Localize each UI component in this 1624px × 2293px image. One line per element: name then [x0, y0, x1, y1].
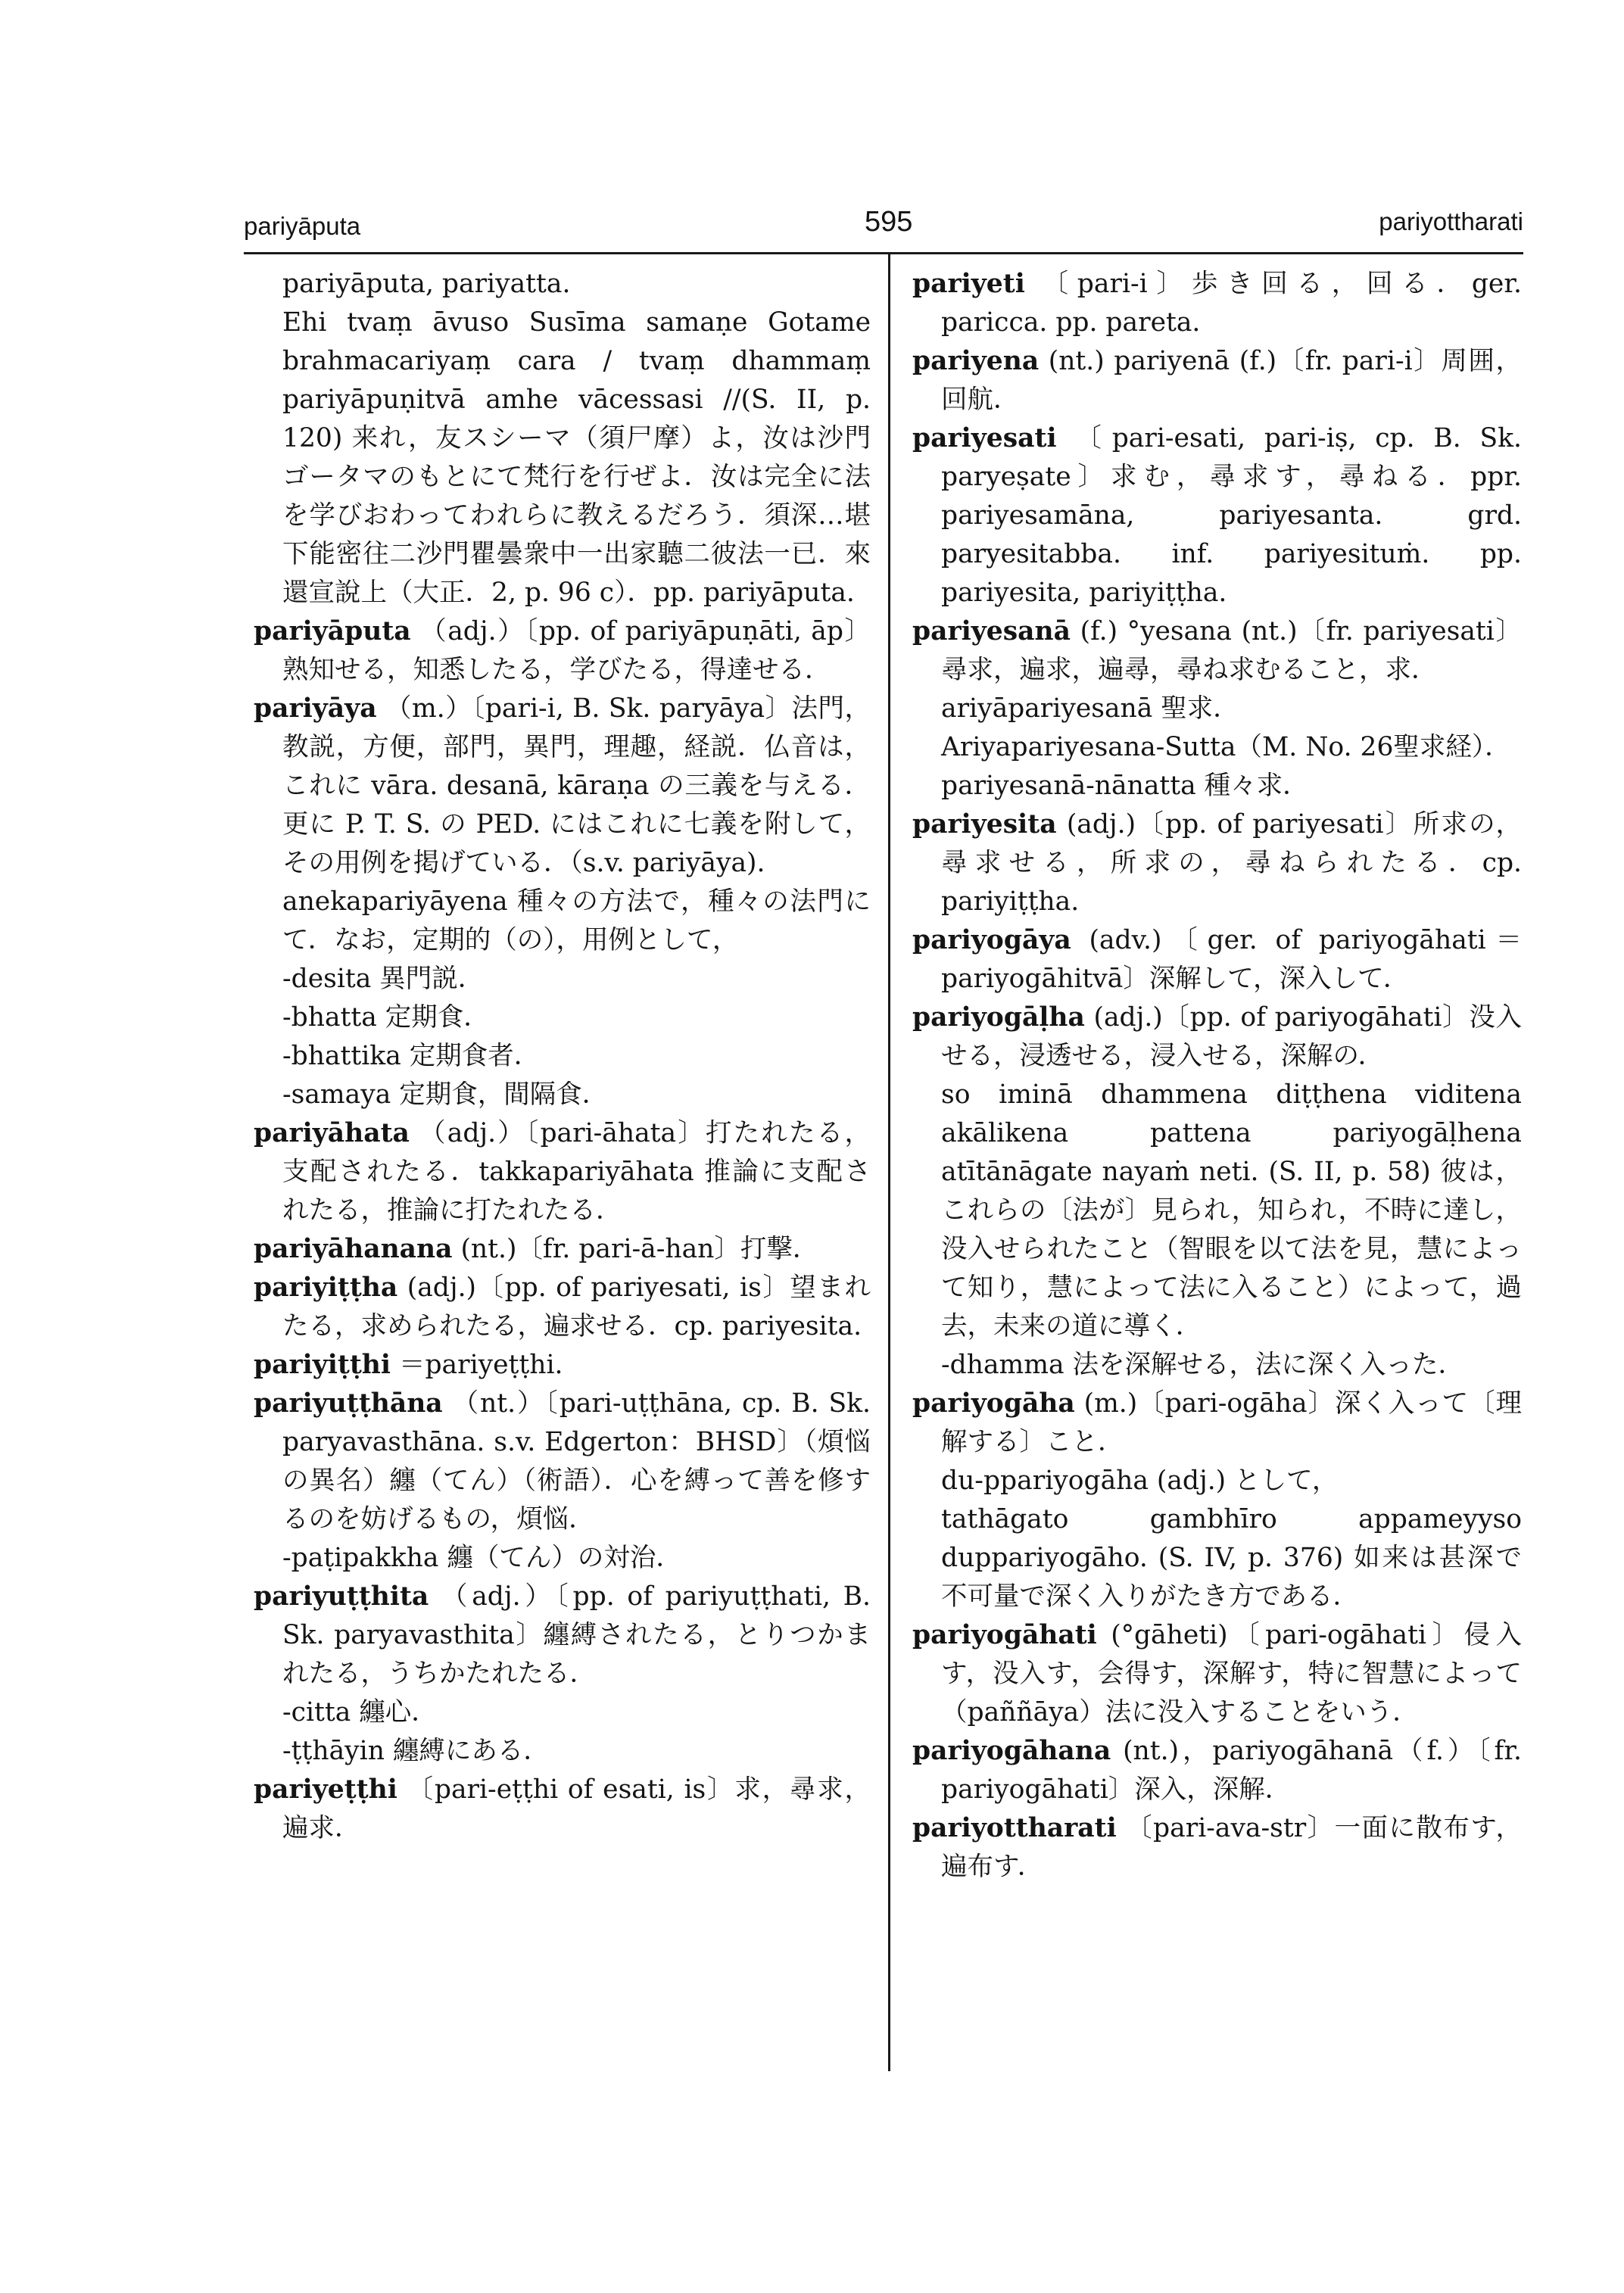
entry-headword: pariyogāya [912, 925, 1071, 955]
dictionary-entry [912, 612, 1522, 690]
dictionary-entry [254, 1346, 871, 1385]
dictionary-entry [254, 1269, 871, 1346]
entry-headword: pariyeti [912, 269, 1025, 299]
entry-headword: pariyiṭṭhi [254, 1350, 391, 1380]
dictionary-entry [254, 1230, 871, 1269]
dictionary-entry [254, 612, 871, 690]
entry-headword: pariyena [912, 346, 1040, 376]
entry-definition: (nt.)，pariyogāhanā（f.）〔fr. pariyogāhati〕深入，深解． [941, 1736, 1522, 1805]
entry-definition: (f.) °yesana (nt.)〔fr. pariyesati〕尋求，遍求，遍尋，尋ね求むること，求． [941, 616, 1522, 685]
entry-definition: （nt.）〔pari-uṭṭhāna, cp. B. Sk. paryavasthāna. s.v. Edgerton：BHSD〕（煩悩の異名）纏（てん）（術語）．心を縛って善を修するのを妨げるもの，煩悩． [282, 1388, 871, 1534]
dictionary-entry [912, 921, 1522, 999]
entry-definition: 〔pari-eṭṭhi of esati, is〕求，尋求，遍求． [282, 1774, 871, 1843]
entry-subline: -bhattika 定期食者． [282, 1041, 541, 1071]
entry-definition: (°gāheti)〔pari-ogāhati〕侵入す，没入す，会得す，深解す，特に智慧によって（paññāya）法に没入することをいう． [941, 1620, 1522, 1728]
left-column [254, 265, 871, 1848]
entry-subline: -bhatta 定期食． [282, 1002, 490, 1033]
dictionary-entry [254, 690, 871, 883]
page-number: 595 [865, 206, 913, 238]
entry-subline: tathāgato gambhīro appameyyso duppariyogāho. (S. IV, p. 376) 如来は甚深で不可量で深く入りがたき方である． [941, 1504, 1522, 1612]
dictionary-entry [254, 1771, 871, 1848]
entry-headword: pariyāhata [254, 1118, 410, 1148]
dictionary-entry [912, 419, 1522, 612]
entry-definition: 〔pari-ava-str〕一面に散布す，遍布す． [941, 1813, 1522, 1882]
dictionary-entry [912, 265, 1522, 342]
entry-subline: pariyāputa, pariyatta. [282, 269, 571, 299]
entry-definition: （adj.）〔pari-āhata〕打たれたる，支配されたる．takkapariyāhata 推論に支配されたる，推論に打たれたる． [282, 1118, 871, 1226]
dictionary-entry [912, 1385, 1522, 1462]
running-head-left: pariyāputa [244, 212, 361, 240]
entry-definition: (adj.)〔pp. of pariyesati〕所求の，尋求せる，所求の，尋ねられたる．cp. pariyiṭṭha. [941, 809, 1522, 917]
entry-subline: so iminā dhammena diṭṭhena viditena akālikena pattena pariyogāḷhena atītānāgate nayaṁ neti. (S. II, p. 58) 彼は，これらの〔法が〕見られ，知られ，不時に達し，没入せられたこと（智眼を以て法を見，慧によって知り，慧によって法に入ること）によって，過去，未来の道に導く． [941, 1080, 1522, 1341]
dictionary-entry [254, 1114, 871, 1230]
dictionary-entry [912, 1616, 1522, 1732]
running-head-right: pariyottharati [1379, 207, 1523, 235]
header-rule [244, 252, 1523, 254]
entry-headword: pariyogāhana [912, 1736, 1111, 1766]
entry-headword: pariyesati [912, 423, 1057, 453]
dictionary-entry [912, 1732, 1522, 1809]
entry-definition: (nt.) pariyenā (f.)〔fr. pari-i〕周囲，回航． [941, 346, 1522, 415]
column-divider [888, 254, 890, 2071]
entry-subline: -paṭipakkha 纏（てん）の対治． [282, 1543, 682, 1573]
dictionary-entry [254, 1578, 871, 1693]
entry-subline: Ehi tvaṃ āvuso Susīma samaṇe Gotame brahmacariyaṃ cara / tvaṃ dhammaṃ pariyāpuṇitvā amhe vācessasi //(S. II, p. 120) 来れ，友スシーマ（須尸摩）よ，汝は沙門ゴータマのもとにて梵行を行ぜよ．汝は完全に法を学びおわってわれらに教えるだろう．須深…堪下能密往二沙門瞿曇衆中一出家聽二彼法一已．來還宣說上（大正．2, p. 96 c）．pp. pariyāputa. [282, 307, 871, 608]
entry-subline: -samaya 定期食，間隔食． [282, 1080, 609, 1110]
entry-definition: （adj.）〔pp. of pariyāpuṇāti, āp〕熟知せる，知悉したる，学びたる，得達せる． [282, 616, 871, 685]
entry-headword: pariyogāḷha [912, 1002, 1085, 1033]
entry-definition: (adj.)〔pp. of pariyogāhati〕没入せる，浸透せる，浸入せる，深解の． [941, 1002, 1522, 1071]
entry-subline: pariyesanā-nānatta 種々求． [941, 771, 1309, 801]
entry-subline: -citta 纏心． [282, 1697, 438, 1728]
dictionary-entry [912, 805, 1522, 921]
entry-subline: ariyāpariyesanā 聖求． [941, 693, 1239, 724]
entry-definition: （m.）〔pari-i, B. Sk. paryāya〕法門，教説，方便，部門，異門，理趣，経説．仏音は，これに vāra. desanā, kāraṇa の三義を与える．更に P. T. S. の PED. にはこれに七義を附して，その用例を掲げている．（s.v. pariyāya). [282, 693, 871, 878]
entry-subline: -ṭṭhāyin 纏縛にある． [282, 1736, 550, 1766]
entry-headword: pariyogāhati [912, 1620, 1097, 1650]
page-header [244, 206, 1523, 248]
entry-subline: Ariyapariyesana-Sutta（M. No. 26聖求経）． [941, 732, 1511, 762]
dictionary-entry [912, 1809, 1522, 1886]
entry-headword: pariyeṭṭhi [254, 1774, 397, 1805]
entry-headword: pariyāhanana [254, 1234, 453, 1264]
entry-headword: pariyiṭṭha [254, 1273, 398, 1303]
entry-subline: du-ppariyogāha (adj.) として， [941, 1466, 1339, 1496]
entry-definition: (nt.)〔fr. pari-ā-han〕打撃． [452, 1234, 819, 1264]
dictionary-entry [254, 1385, 871, 1539]
entry-subline: -desita 異門説． [282, 964, 485, 994]
entry-definition: (m.)〔pari-ogāha〕深く入って〔理解する〕こと． [941, 1388, 1522, 1457]
entry-headword: pariyāya [254, 693, 377, 724]
entry-subline: -dhamma 法を深解せる，法に深く入った． [941, 1350, 1464, 1380]
dictionary-entry [912, 342, 1522, 419]
entry-definition: （adj.）〔pp. of pariyuṭṭhati, B. Sk. paryavasthita〕纏縛されたる，とりつかまれたる，うちかたれたる． [282, 1581, 871, 1689]
entry-headword: pariyuṭṭhita [254, 1581, 429, 1612]
entry-definition: (adv.)〔ger. of pariyogāhati＝pariyogāhitvā〕深解して，深入して． [941, 925, 1522, 994]
dictionary-entry [912, 999, 1522, 1076]
entry-headword: pariyogāha [912, 1388, 1075, 1419]
entry-definition: 〔pari-i〕歩き回る，回る．ger. paricca. pp. pareta. [941, 269, 1522, 338]
entry-headword: pariyuṭṭhāna [254, 1388, 443, 1419]
entry-definition: (adj.)〔pp. of pariyesati, is〕望まれたる，求められたる，遍求せる．cp. pariyesita. [282, 1273, 871, 1341]
entry-subline: anekapariyāyena 種々の方法で，種々の法門にて．なお，定期的（の），用例として， [282, 886, 871, 955]
entry-definition: ＝pariyeṭṭhi. [390, 1350, 563, 1380]
entry-headword: pariyesita [912, 809, 1057, 840]
entry-headword: pariyesanā [912, 616, 1071, 646]
entry-headword: pariyottharati [912, 1813, 1117, 1843]
entry-headword: pariyāputa [254, 616, 411, 646]
right-column [912, 265, 1522, 1886]
entry-definition: 〔pari-esati, pari-iṣ, cp. B. Sk. paryeṣate〕求む，尋求す，尋ねる．ppr. pariyesamāna, pariyesanta. grd. paryesitabba. inf. pariyesituṁ. pp. pariyesita, pariyiṭṭha. [941, 423, 1522, 608]
